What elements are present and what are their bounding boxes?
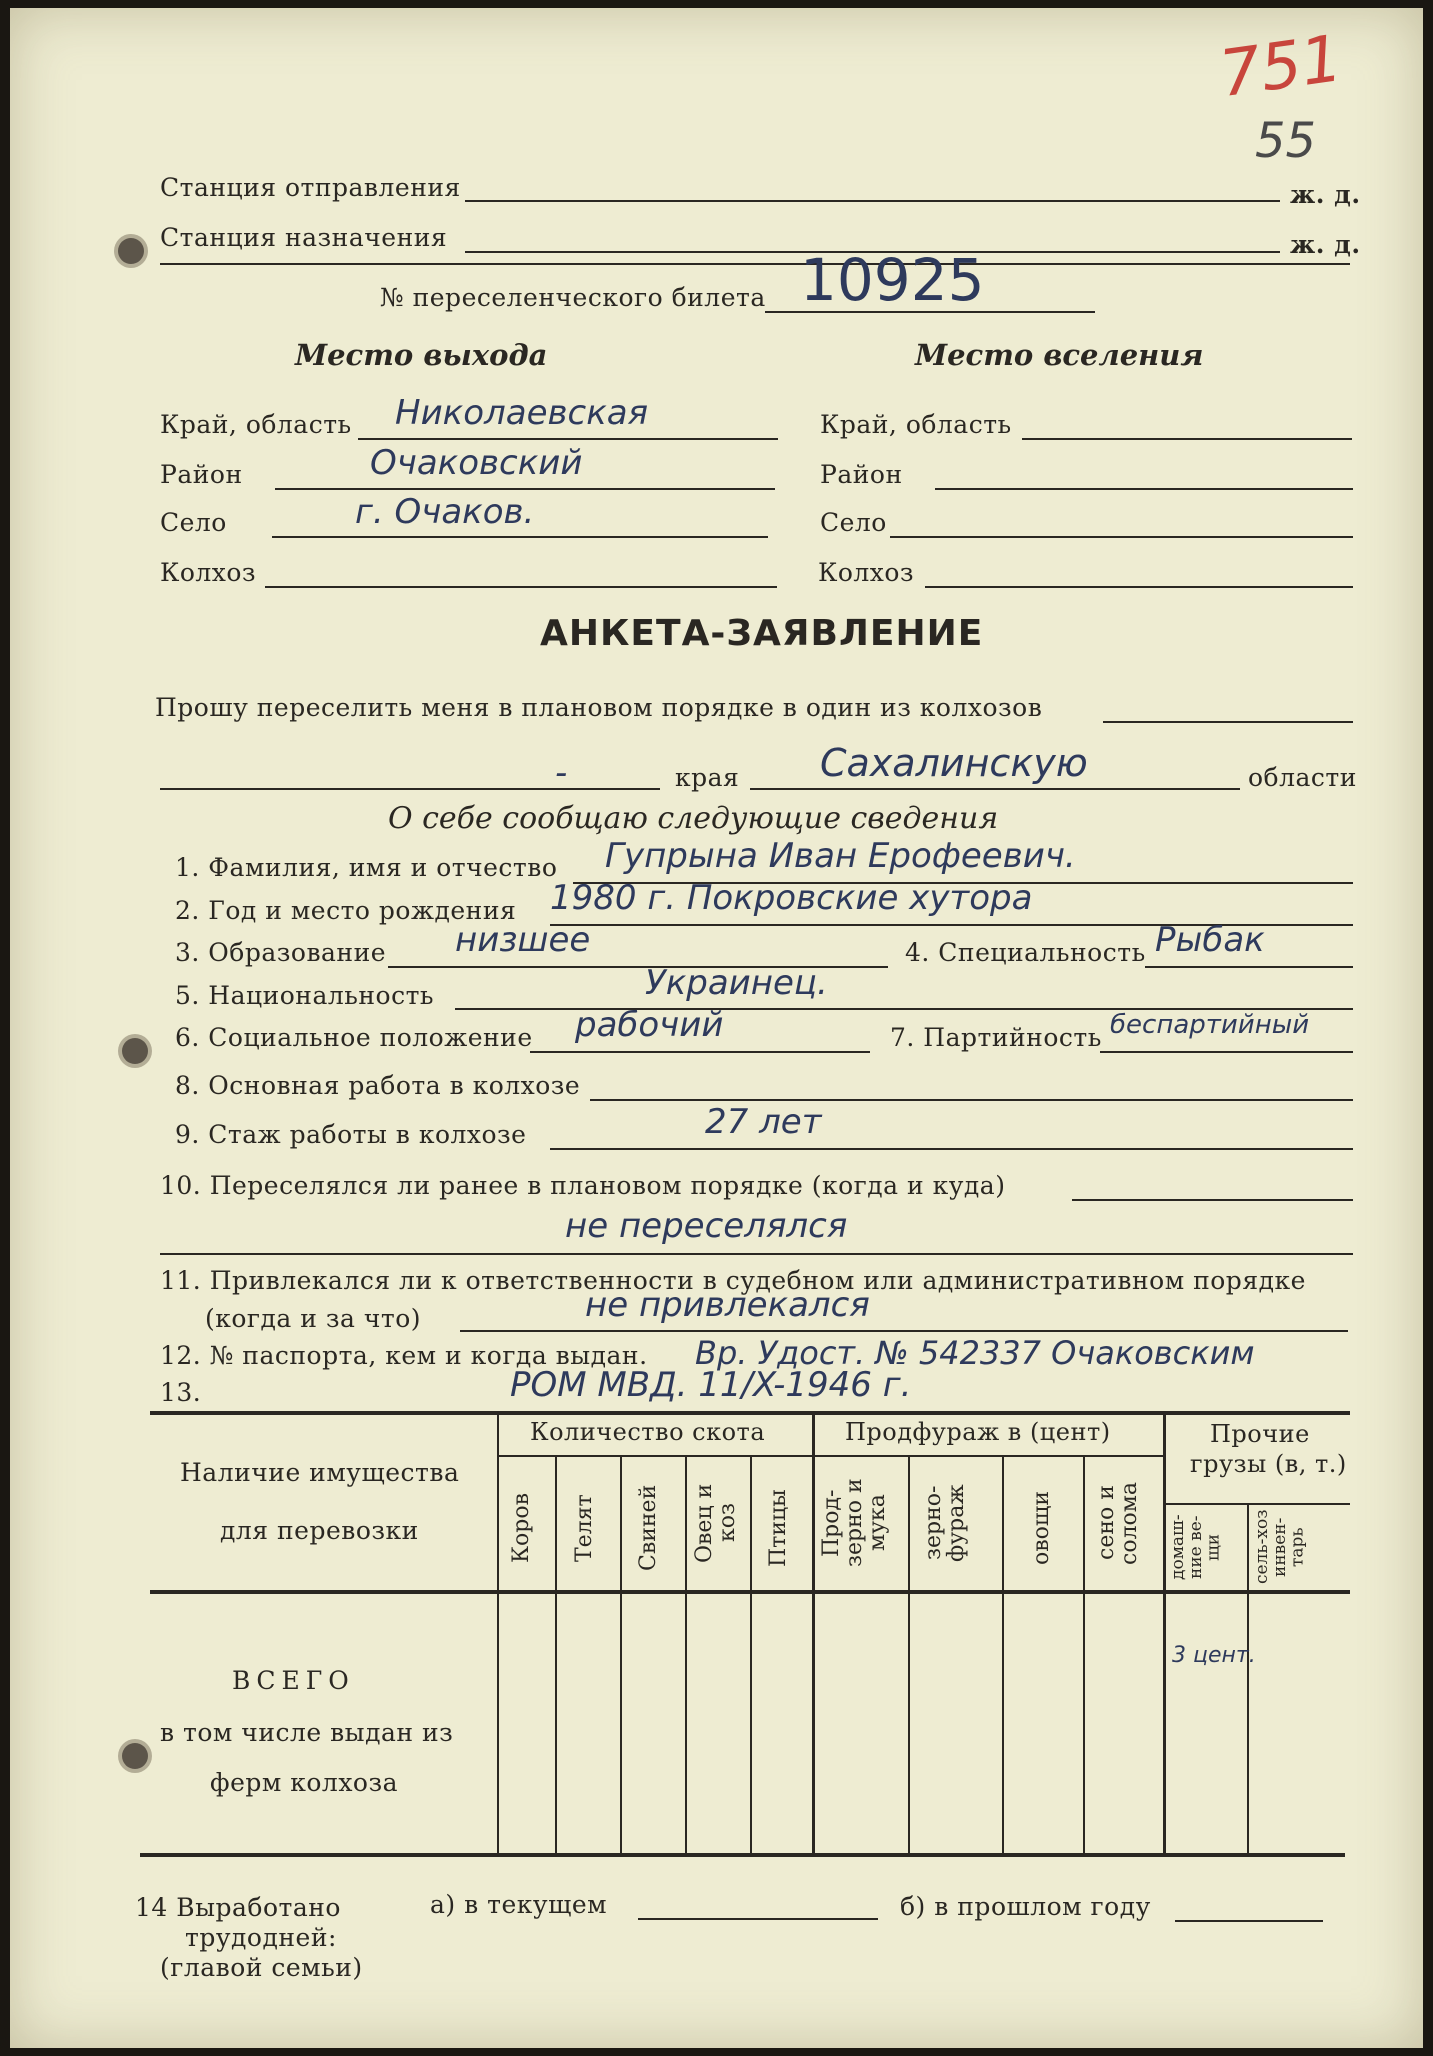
field-12-label: 12. № паспорта, кем и когда выдан.	[160, 1341, 648, 1370]
settlement-village-label: Село	[820, 508, 887, 537]
field-2-label: 2. Год и место рождения	[175, 896, 517, 925]
field-4-value: Рыбак	[1155, 920, 1265, 960]
col-farm: сель-хоз инвен-тарь	[1252, 1509, 1308, 1585]
field-6-line	[530, 1051, 870, 1053]
table-vline-10	[1247, 1503, 1249, 1853]
departure-station-line	[465, 200, 1280, 202]
workdays-label-1: 14 Выработано	[135, 1893, 341, 1922]
archive-number-red: 751	[1215, 21, 1347, 113]
request-oblast-line	[750, 788, 1240, 790]
origin-village-label: Село	[160, 508, 227, 537]
settlement-heading: Место вселения	[915, 338, 1204, 372]
ticket-number-label: № переселенческого билета	[380, 283, 766, 312]
origin-district-value: Очаковский	[370, 443, 583, 483]
field-5-label: 5. Национальность	[175, 981, 435, 1010]
field-10-label: 10. Переселялся ли ранее в плановом порядке (когда и куда)	[160, 1171, 1006, 1200]
workdays-label-2: трудодней:	[185, 1923, 337, 1952]
group-livestock-rule	[497, 1455, 812, 1457]
table-vline-1	[555, 1455, 557, 1853]
table-vline-6	[908, 1455, 910, 1853]
group-livestock: Количество скота	[530, 1418, 766, 1446]
table-vline-8	[1083, 1455, 1085, 1853]
origin-region-label: Край, область	[160, 410, 352, 439]
table-vline-3	[685, 1455, 687, 1853]
field-12-value: Вр. Удост. № 542337 Очаковским	[695, 1334, 1255, 1372]
ticket-number-value: 10925	[800, 246, 985, 314]
settlement-region-line	[1022, 438, 1352, 440]
request-oblast-label: области	[1248, 763, 1357, 792]
incl-label-1: в том числе выдан из	[160, 1718, 454, 1747]
field-3-value: низшее	[455, 920, 591, 960]
origin-village-value: г. Очаков.	[355, 492, 535, 532]
table-vline-4	[750, 1455, 752, 1853]
origin-district-label: Район	[160, 460, 243, 489]
request-krai-dash: -	[555, 753, 568, 793]
origin-district-line	[275, 488, 775, 490]
table-vline-2	[620, 1455, 622, 1853]
field-11-label-2: (когда и за что)	[205, 1304, 422, 1333]
archive-number-pencil: 55	[1255, 113, 1317, 169]
settlement-village-line	[890, 536, 1353, 538]
col-grain: Прод-зерно и мука	[819, 1478, 891, 1568]
total-home-value: 3 цент.	[1172, 1643, 1256, 1668]
workdays-label-3: (главой семьи)	[160, 1953, 363, 1982]
request-oblast-value: Сахалинскую	[820, 741, 1088, 785]
field-1-value: Гупрына Иван Ерофеевич.	[605, 836, 1076, 876]
origin-region-line	[358, 438, 778, 440]
header-rule	[160, 263, 1350, 265]
ticket-number-line	[765, 311, 1095, 313]
field-13-value: РОМ МВД. 11/X-1946 г.	[510, 1365, 912, 1405]
field-9-value: 27 лет	[705, 1102, 822, 1142]
field-8-line	[590, 1099, 1353, 1101]
settlement-kolkhoz-label: Колхоз	[818, 558, 915, 587]
origin-heading: Место выхода	[295, 338, 548, 372]
departure-station-label: Станция отправления	[160, 173, 461, 202]
field-7-value: беспартийный	[1110, 1010, 1310, 1040]
destination-rail-suffix: ж. д.	[1290, 230, 1361, 259]
group-fodder: Продфураж в (цент)	[845, 1418, 1111, 1446]
col-veg: овощи	[1029, 1491, 1054, 1565]
punch-hole-top	[118, 238, 144, 264]
table-row-label-1: Наличие имущества	[180, 1458, 460, 1487]
table-bottom-rule	[140, 1853, 1345, 1857]
table-vline-0	[497, 1413, 499, 1853]
workdays-current-label: а) в текущем	[430, 1890, 608, 1919]
settlement-region-label: Край, область	[820, 410, 1012, 439]
about-heading: О себе сообщаю следующие сведения	[388, 801, 999, 836]
incl-label-2: ферм колхоза	[210, 1768, 399, 1797]
field-10-line-b	[160, 1253, 1353, 1255]
group-fodder-rule	[812, 1455, 1163, 1457]
col-home: домаш-ние ве-щи	[1168, 1514, 1224, 1580]
group-other-1: Прочие	[1210, 1420, 1310, 1448]
field-6-label: 6. Социальное положение	[175, 1023, 533, 1052]
punch-hole-bottom	[122, 1743, 148, 1769]
request-kolkhoz-line	[1103, 721, 1353, 723]
workdays-past-line	[1175, 1920, 1323, 1922]
field-11-label-1: 11. Привлекался ли к ответственности в судебном или административном порядке	[160, 1266, 1306, 1295]
table-vline-7	[1002, 1455, 1004, 1853]
field-1-label: 1. Фамилия, имя и отчество	[175, 853, 558, 882]
field-7-label: 7. Партийность	[890, 1023, 1102, 1052]
settlement-district-label: Район	[820, 460, 903, 489]
request-krai-line	[160, 788, 660, 790]
field-11-value: не привлекался	[585, 1285, 870, 1325]
group-other-rule	[1163, 1503, 1350, 1505]
destination-station-label: Станция назначения	[160, 223, 448, 252]
table-vline-5	[812, 1413, 815, 1853]
origin-village-line	[272, 536, 768, 538]
field-8-label: 8. Основная работа в колхозе	[175, 1071, 581, 1100]
field-9-line	[550, 1148, 1353, 1150]
field-4-line	[1145, 966, 1353, 968]
settlement-kolkhoz-line	[925, 586, 1353, 588]
col-cows: Коров	[509, 1493, 534, 1563]
request-text: Прошу переселить меня в плановом порядке в один из колхозов	[155, 693, 1043, 722]
table-vline-9	[1163, 1413, 1166, 1853]
punch-hole-middle	[122, 1038, 148, 1064]
col-birds: Птицы	[766, 1489, 791, 1567]
field-9-label: 9. Стаж работы в колхозе	[175, 1120, 527, 1149]
field-6-value: рабочий	[575, 1005, 724, 1045]
form-title: АНКЕТА-ЗАЯВЛЕНИЕ	[540, 613, 984, 654]
col-pigs: Свиней	[636, 1484, 661, 1572]
group-other-2: грузы (в, т.)	[1190, 1450, 1347, 1478]
field-4-label: 4. Специальность	[905, 938, 1146, 967]
document-page	[10, 8, 1423, 2048]
field-2-value: 1980 г. Покровские хутора	[550, 878, 1033, 918]
field-10-value: не переселялся	[565, 1206, 848, 1246]
field-10-line-a	[1072, 1199, 1353, 1201]
total-label: ВСЕГО	[232, 1666, 355, 1695]
origin-region-value: Николаевская	[395, 393, 649, 433]
col-hay: сено и солома	[1094, 1481, 1143, 1565]
request-krai-label: края	[675, 763, 740, 792]
field-3-label: 3. Образование	[175, 938, 387, 967]
workdays-current-line	[638, 1918, 878, 1920]
table-top-rule	[150, 1411, 1350, 1415]
table-row-label-2: для перевозки	[220, 1516, 419, 1545]
workdays-past-label: б) в прошлом году	[900, 1892, 1151, 1921]
col-fodder: зерно-фураж	[921, 1484, 970, 1562]
col-calves: Телят	[572, 1494, 597, 1562]
field-7-line	[1100, 1051, 1353, 1053]
field-5-value: Украинец.	[645, 963, 828, 1003]
field-11-line	[460, 1330, 1348, 1332]
origin-kolkhoz-line	[265, 586, 777, 588]
settlement-district-line	[935, 488, 1353, 490]
col-sheep: Овец и коз	[692, 1483, 741, 1563]
field-13-label: 13.	[160, 1378, 202, 1407]
origin-kolkhoz-label: Колхоз	[160, 558, 257, 587]
departure-rail-suffix: ж. д.	[1290, 180, 1361, 209]
